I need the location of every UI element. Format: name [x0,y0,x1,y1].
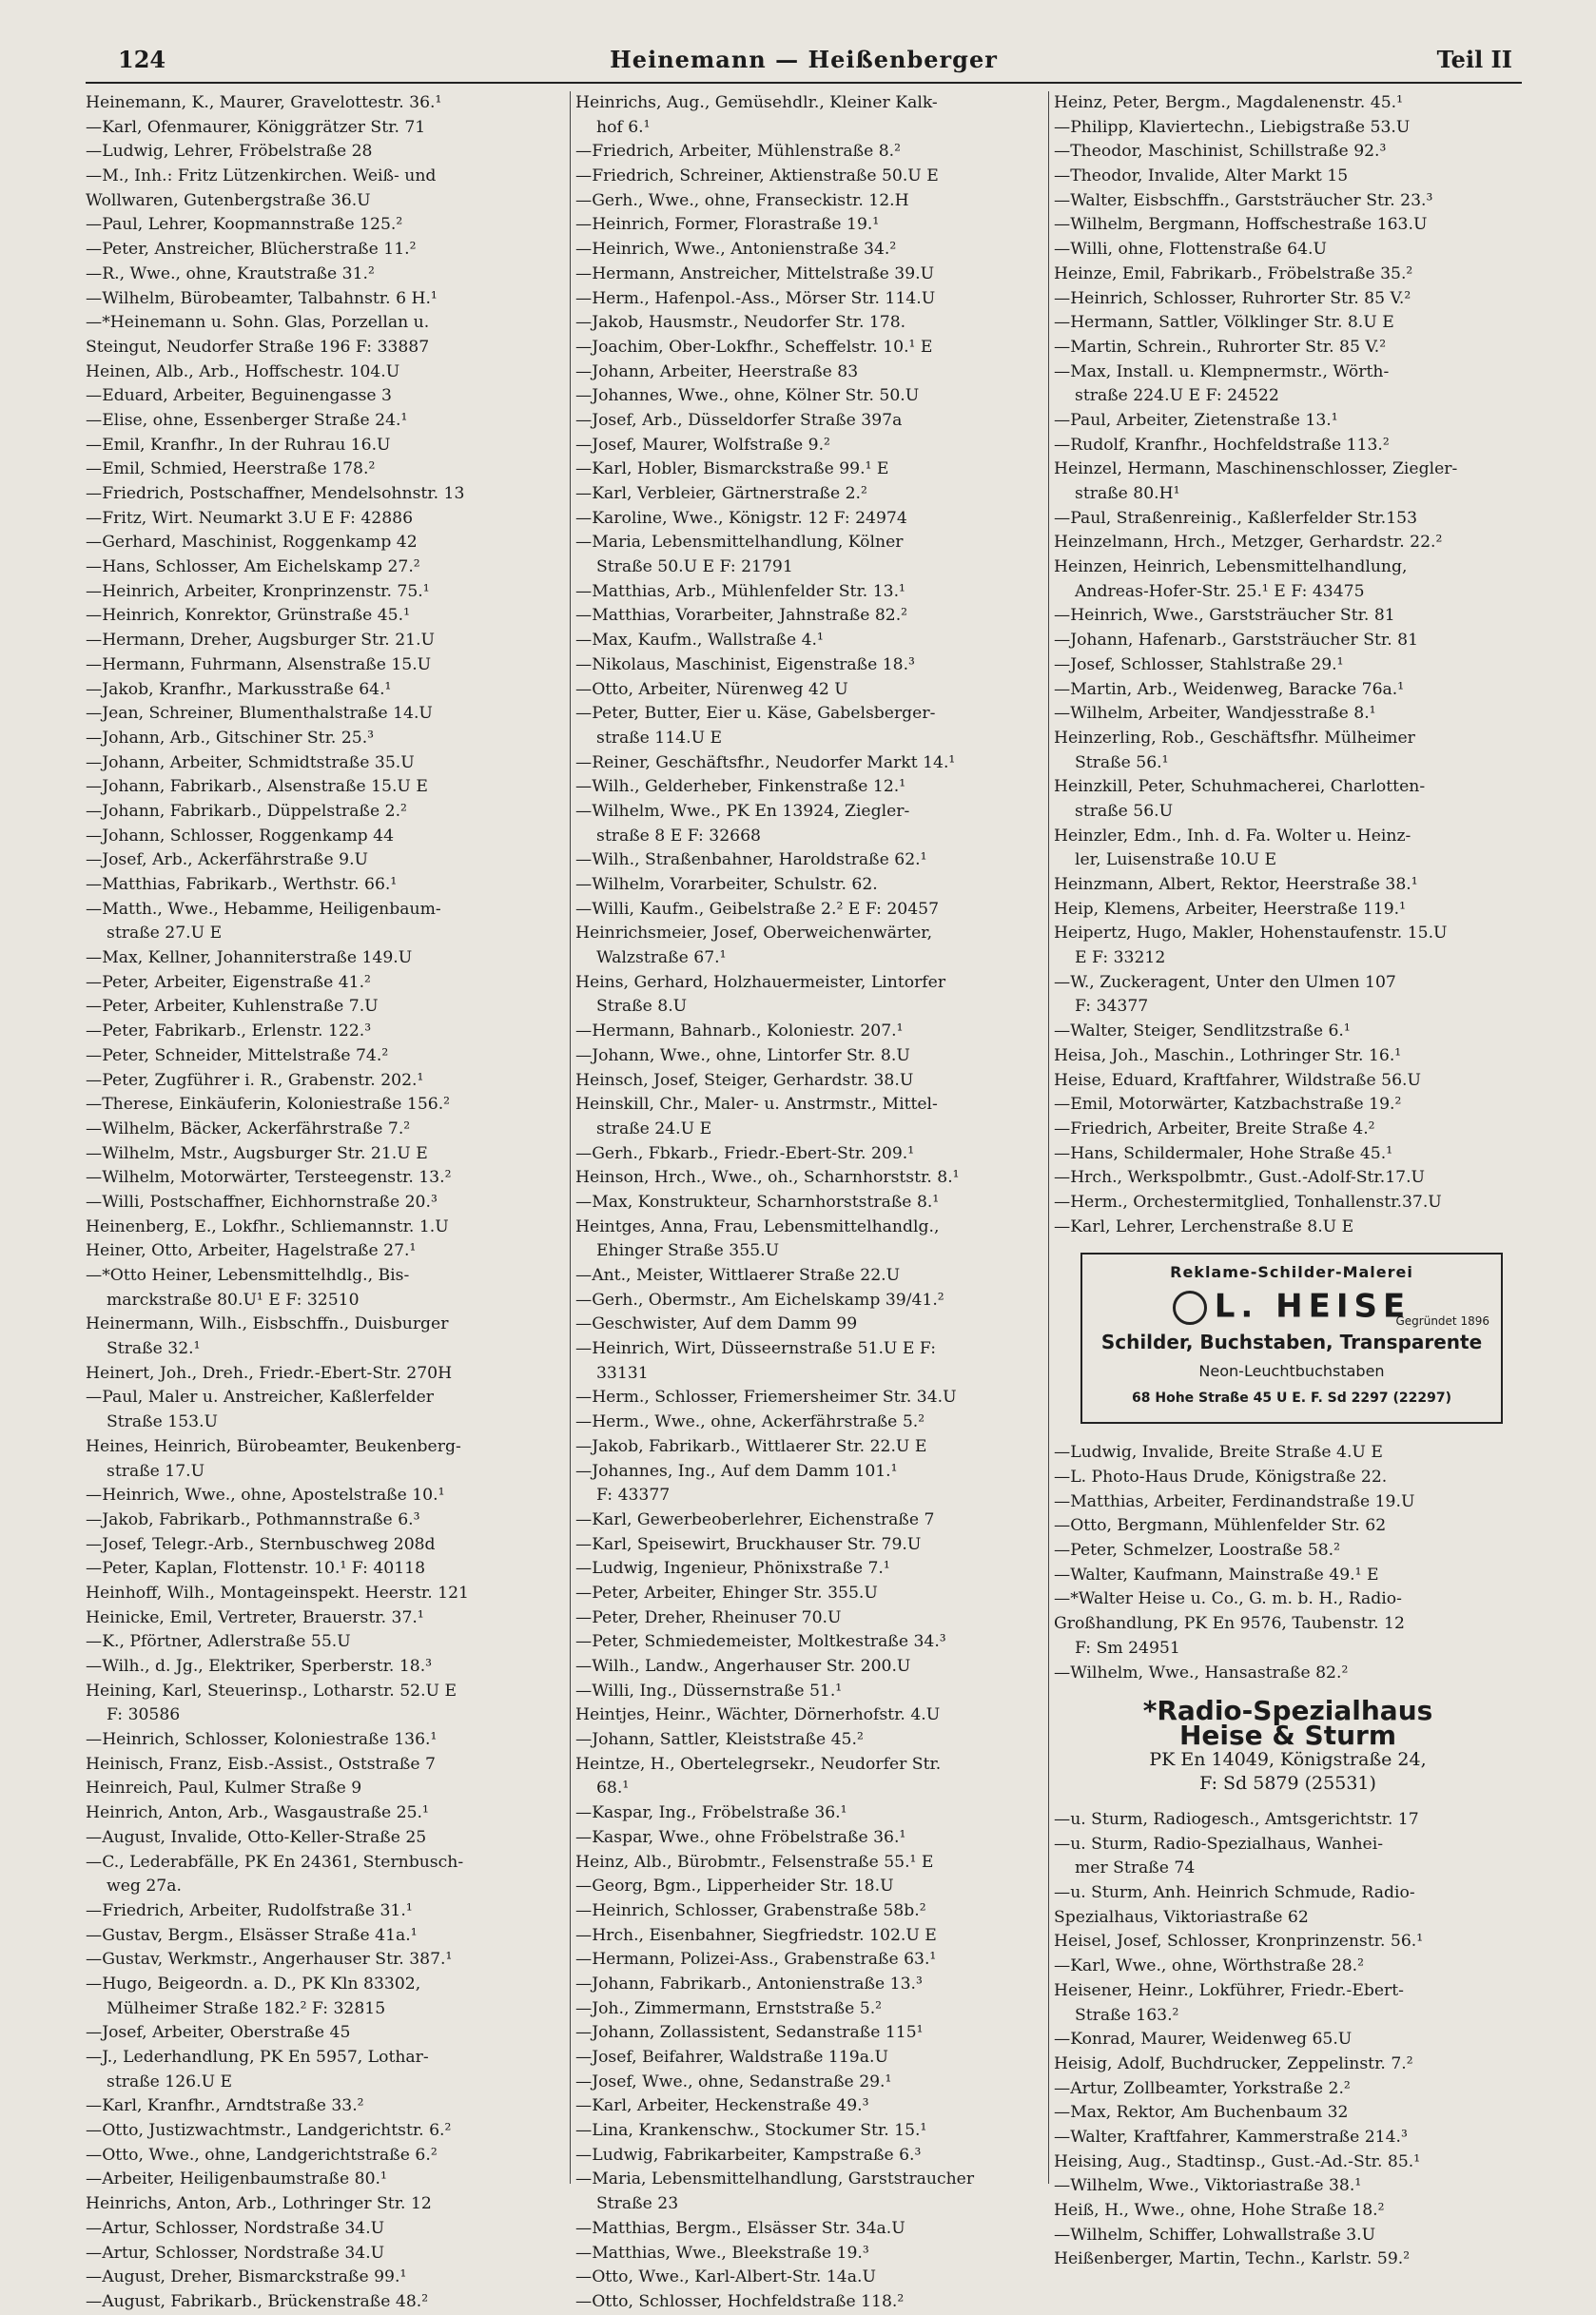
directory-entry-line: Spezialhaus, Viktoriastraße 62 [1054,1907,1309,1927]
directory-entry-line: —Wilh., Gelderheber, Finkenstraße 12.¹ [575,777,906,797]
directory-entry-line: straße 114.U E [596,728,723,748]
directory-entry-line: —Emil, Motorwärter, Katzbachstraße 19.² [1054,1095,1402,1115]
directory-entry-line: —Matthias, Wwe., Bleekstraße 19.³ [575,2243,869,2263]
directory-entry-line: weg 27a. [107,1877,182,1897]
directory-entry-line: —Peter, Anstreicher, Blücherstraße 11.² [86,240,417,260]
directory-entry-line: —Max, Rektor, Am Buchenbaum 32 [1054,2103,1349,2123]
directory-entry-line: Heinzkill, Peter, Schuhmacherei, Charlotten- [1054,777,1426,797]
directory-entry-line: —Willi, Kaufm., Geibelstraße 2.² E F: 20457 [575,899,940,919]
directory-entry-line: —Hermann, Sattler, Völklinger Str. 8.U E [1054,313,1394,333]
directory-entry-line: —Paul, Lehrer, Koopmannstraße 125.² [86,215,403,235]
column-3 [1054,91,1522,2269]
directory-entry-line: F: 43377 [596,1486,671,1506]
directory-entry-line: —u. Sturm, Radio-Spezialhaus, Wanhei- [1054,1834,1384,1854]
directory-entry-line: Straße 163.² [1075,2005,1179,2025]
directory-entry-line: Heip, Klemens, Arbeiter, Heerstraße 119.¹ [1054,899,1407,919]
directory-entry-line: —Kaspar, Wwe., ohne Fröbelstraße 36.¹ [575,1827,906,1847]
directory-entry-line: —Heinrich, Wirt, Düsseernstraße 51.U E F: [575,1339,936,1359]
directory-entry-line: —Heinrich, Wwe., Antonienstraße 34.² [575,240,897,260]
directory-entry-line: E F: 33212 [1075,948,1166,968]
directory-entry-line: —Heinrich, Wwe., Garststräucher Str. 81 [1054,606,1395,626]
directory-entry-line: 68.¹ [596,1779,630,1799]
directory-entry-line: —Friedrich, Arbeiter, Rudolfstraße 31.¹ [86,1900,413,1920]
directory-entry-line: Heinrichsmeier, Josef, Oberweichenwärter, [575,924,933,944]
directory-entry-line: —Herm., Schlosser, Friemersheimer Str. 34.U [575,1388,957,1408]
directory-entry-line: Heinicke, Emil, Vertreter, Brauerstr. 37.¹ [86,1607,424,1627]
directory-entry-line: —Heinrich, Wwe., ohne, Apostelstraße 10.¹ [86,1486,445,1506]
directory-entry-line: Heisener, Heinr., Lokführer, Friedr.-Ebert- [1054,1980,1404,2000]
directory-entry-line: —Friedrich, Arbeiter, Breite Straße 4.² [1054,1119,1375,1138]
directory-entry-line: Heining, Karl, Steuerinsp., Lotharstr. 52.U E [86,1681,457,1701]
directory-entry-line: —Heinrich, Arbeiter, Kronprinzenstr. 75.¹ [86,581,430,601]
directory-entry-line: —Matthias, Arb., Mühlenfelder Str. 13.¹ [575,581,905,601]
directory-entry-line: —Maria, Lebensmittelhandlung, Garststraucher [575,2169,975,2189]
directory-entry-line: —Peter, Arbeiter, Ehinger Str. 355.U [575,1583,878,1603]
directory-entry-line: —Therese, Einkäuferin, Koloniestraße 156.² [86,1095,451,1115]
directory-entry-line: —Kaspar, Ing., Fröbelstraße 36.¹ [575,1803,847,1823]
directory-entry-line: Heinert, Joh., Dreh., Friedr.-Ebert-Str. 270H [86,1363,453,1383]
directory-entry-line: —Walter, Eisbschffn., Garststräucher Str. 23.³ [1054,190,1433,210]
directory-entry-line: Heinzel, Hermann, Maschinenschlosser, Ziegler- [1054,459,1458,479]
directory-entry-line: Straße 50.U E F: 21791 [596,557,793,577]
directory-entry-line: —Joachim, Ober-Lokfhr., Scheffelstr. 10.¹ E [575,337,933,357]
directory-entry-line: —Gustav, Werkmstr., Angerhauser Str. 387.¹ [86,1950,453,1970]
directory-entry-line: —Otto, Wwe., Karl-Albert-Str. 14a.U [575,2267,876,2287]
directory-entry-line: —Friedrich, Arbeiter, Mühlenstraße 8.² [575,142,902,162]
directory-entry-line: straße 56.U [1075,801,1174,821]
directory-entry-line: Großhandlung, PK En 9576, Taubenstr. 12 [1054,1614,1405,1634]
directory-entry-line: —Wilhelm, Bürobeamter, Talbahnstr. 6 H.¹ [86,288,438,308]
directory-entry-line: —Peter, Schmelzer, Loostraße 58.² [1054,1541,1341,1561]
column-1 [86,91,566,2311]
directory-entry-line: —Heinrich, Konrektor, Grünstraße 45.¹ [86,606,410,626]
page-number: 124 [118,46,166,73]
directory-entry-line: —Martin, Arb., Weidenweg, Baracke 76a.¹ [1054,679,1405,699]
directory-entry-line: —Otto, Justizwachtmstr., Landgerichtstr. 6.² [86,2121,452,2141]
directory-entry-line: Steingut, Neudorfer Straße 196 F: 33887 [86,337,430,357]
directory-entry-line: —Fritz, Wirt. Neumarkt 3.U E F: 42886 [86,508,414,528]
directory-entry-line: —u. Sturm, Radiogesch., Amtsgerichtstr. 17 [1054,1810,1419,1829]
directory-entry-line: —Ludwig, Fabrikarbeiter, Kampstraße 6.³ [575,2145,922,2165]
directory-entry-line: —Philipp, Klaviertechn., Liebigstraße 53.U [1054,117,1411,137]
directory-entry-line: straße 224.U E F: 24522 [1075,386,1279,406]
part-label: Teil II [1436,46,1512,73]
directory-entry-line: —Walter, Kaufmann, Mainstraße 49.¹ E [1054,1565,1379,1585]
directory-entry-line: straße 24.U E [596,1119,712,1138]
directory-entry-line: —Johann, Hafenarb., Garststräucher Str. 81 [1054,631,1419,651]
directory-entry-line: Heinze, Emil, Fabrikarb., Fröbelstraße 35.² [1054,263,1413,283]
column-2 [575,91,1044,2311]
directory-entry-line: —Johannes, Wwe., ohne, Kölner Str. 50.U [575,386,920,406]
directory-entry-line: —Arbeiter, Heiligenbaumstraße 80.¹ [86,2169,387,2189]
advert-neon: Neon-Leuchtbuchstaben [1198,1361,1385,1380]
directory-entry-line: —Wilhelm, Arbeiter, Wandjesstraße 8.¹ [1054,704,1376,724]
directory-entry-line: —Gerh., Wwe., ohne, Franseckistr. 12.H [575,190,909,210]
directory-entry-line: —Karoline, Wwe., Königstr. 12 F: 24974 [575,508,907,528]
directory-entry-line: —Herm., Orchestermitglied, Tonhallenstr.37.U [1054,1192,1442,1212]
directory-entry-line: —Johann, Fabrikarb., Antonienstraße 13.³ [575,1974,923,1994]
directory-entry-line: —Karl, Ofenmaurer, Königgrätzer Str. 71 [86,117,426,137]
directory-entry-line: Mülheimer Straße 182.² F: 32815 [107,1998,386,2018]
column-3-entries-bottom [1054,1808,1522,2272]
directory-entry-line: —M., Inh.: Fritz Lützenkirchen. Weiß- und [86,166,437,186]
directory-entry-line: —Hermann, Anstreicher, Mittelstraße 39.U [575,263,935,283]
directory-entry-line: —Karl, Wwe., ohne, Wörthstraße 28.² [1054,1956,1365,1976]
directory-entry-line: —Wilhelm, Wwe., Hansastraße 82.² [1054,1663,1349,1683]
directory-entry-line: —August, Fabrikarb., Brückenstraße 48.² [86,2291,429,2311]
directory-entry-line: —Peter, Arbeiter, Eigenstraße 41.² [86,972,371,992]
directory-entry-line: —Otto, Arbeiter, Nürenweg 42 U [575,679,848,699]
directory-entry-line: —Johann, Arb., Gitschiner Str. 25.³ [86,728,375,748]
directory-entry-line: —Karl, Arbeiter, Heckenstraße 49.³ [575,2096,869,2116]
directory-entry-line: —Ludwig, Lehrer, Fröbelstraße 28 [86,142,373,162]
directory-entry-line: Heiner, Otto, Arbeiter, Hagelstraße 27.¹ [86,1241,417,1261]
advert-radio-name: Heise & Sturm [1178,1719,1397,1751]
directory-entry-line: —Max, Kellner, Johanniterstraße 149.U [86,948,413,968]
directory-entry-line: —Wilhelm, Mstr., Augsburger Str. 21.U E [86,1143,428,1163]
directory-entry-line: —Wilh., Landw., Angerhauser Str. 200.U [575,1657,911,1676]
directory-entry-line: —Hans, Schildermaler, Hohe Straße 45.¹ [1054,1143,1393,1163]
directory-entry-line: —Wilhelm, Wwe., PK En 13924, Ziegler- [575,801,910,821]
directory-entry-line: —Walter, Steiger, Sendlitzstraße 6.¹ [1054,1021,1351,1041]
directory-entry-line: Heines, Heinrich, Bürobeamter, Beukenberg- [86,1436,461,1456]
directory-entry-line: —Peter, Dreher, Rheinuser 70.U [575,1607,842,1627]
directory-entry-line: Heisel, Josef, Schlosser, Kronprinzenstr. 56.¹ [1054,1932,1424,1952]
directory-entry-line: —August, Dreher, Bismarckstraße 99.¹ [86,2267,407,2287]
directory-entry-line: Straße 8.U [596,997,688,1017]
directory-entry-line: Straße 23 [596,2194,679,2214]
directory-entry-line: —Paul, Maler u. Anstreicher, Kaßlerfelder [86,1388,434,1408]
directory-entry-line: —Otto, Bergmann, Mühlenfelder Str. 62 [1054,1516,1387,1536]
directory-entry-line: —Hrch., Eisenbahner, Siegfriedstr. 102.U E [575,1925,937,1945]
directory-entry-line: Heinrich, Anton, Arb., Wasgaustraße 25.¹ [86,1803,429,1823]
directory-entry-line: —Theodor, Maschinist, Schillstraße 92.³ [1054,142,1387,162]
directory-entry-line: —Willi, Postschaffner, Eichhornstraße 20.³ [86,1192,438,1212]
directory-entry-line: Heinson, Hrch., Wwe., oh., Scharnhorststr. 8.¹ [575,1168,960,1188]
directory-entry-line: —Josef, Schlosser, Stahlstraße 29.¹ [1054,654,1344,674]
directory-entry-line: —Josef, Wwe., ohne, Sedanstraße 29.¹ [575,2072,892,2091]
directory-entry-line: Heinenberg, E., Lokfhr., Schliemannstr. 1.U [86,1216,449,1236]
directory-entry-line: Heinzerling, Rob., Geschäftsfhr. Mülheimer [1054,728,1415,748]
directory-entry-line: —Friedrich, Postschaffner, Mendelsohnstr. 13 [86,484,465,503]
directory-entry-line: —C., Lederabfälle, PK En 24361, Sternbusch- [86,1852,464,1872]
directory-entry-line: —Paul, Straßenreinig., Kaßlerfelder Str.153 [1054,508,1418,528]
directory-entry-line: —Josef, Telegr.-Arb., Sternbuschweg 208d [86,1534,436,1554]
directory-entry-line: —Matthias, Arbeiter, Ferdinandstraße 19.U [1054,1491,1415,1511]
directory-entry-line: —Elise, ohne, Essenberger Straße 24.¹ [86,410,408,430]
column-3-entries-middle [1054,1441,1522,1685]
directory-entry-line: mer Straße 74 [1075,1858,1196,1878]
directory-entry-line: —Johann, Schlosser, Roggenkamp 44 [86,826,395,846]
advert-services: Schilder, Buchstaben, Transparente [1100,1331,1483,1354]
directory-entry-line: —Johann, Arbeiter, Schmidtstraße 35.U [86,752,415,772]
directory-entry-line: —Willi, Ing., Düssernstraße 51.¹ [575,1681,843,1701]
directory-entry-line: —Jakob, Hausmstr., Neudorfer Str. 178. [575,313,906,333]
directory-entry-line: —Friedrich, Schreiner, Aktienstraße 50.U E [575,166,939,186]
directory-entry-line: —Jean, Schreiner, Blumenthalstraße 14.U [86,704,433,724]
directory-entry-line: —Peter, Schneider, Mittelstraße 74.² [86,1045,389,1065]
directory-entry-line: —Max, Install. u. Klempnermstr., Wörth- [1054,361,1390,381]
directory-entry-line: —Otto, Schlosser, Hochfeldstraße 118.² [575,2291,905,2311]
directory-entry-line: —Ludwig, Invalide, Breite Straße 4.U E [1054,1443,1383,1463]
directory-entry-line: Heinermann, Wilh., Eisbschffn., Duisburger [86,1314,449,1334]
column-3-entries-top [1054,91,1522,1239]
directory-entry-line: —u. Sturm, Anh. Heinrich Schmude, Radio- [1054,1883,1415,1903]
directory-entry-line: straße 126.U E [107,2072,233,2091]
directory-entry-line: —W., Zuckeragent, Unter den Ulmen 107 [1054,972,1396,992]
directory-entry-line: —Johann, Fabrikarb., Düppelstraße 2.² [86,801,407,821]
directory-entry-line: —Herm., Wwe., ohne, Ackerfährstraße 5.² [575,1412,925,1432]
directory-entry-line: —Josef, Beifahrer, Waldstraße 119a.U [575,2048,888,2067]
advert-radio-phone: F: Sd 5879 (25531) [1199,1773,1376,1795]
advert-founded: Gegründet 1896 [1395,1314,1489,1329]
directory-entry-line: —*Heinemann u. Sohn. Glas, Porzellan u. [86,313,430,333]
directory-entry-line: —Josef, Arbeiter, Oberstraße 45 [86,2023,351,2043]
directory-entry-line: ler, Luisenstraße 10.U E [1075,850,1277,870]
directory-entry-line: —Wilhelm, Vorarbeiter, Schulstr. 62. [575,875,878,894]
directory-entry-line: Heise, Eduard, Kraftfahrer, Wildstraße 56.U [1054,1070,1421,1090]
directory-entry-line: —Wilh., Straßenbahner, Haroldstraße 62.¹ [575,850,927,870]
directory-entry-line: —Josef, Maurer, Wolfstraße 9.² [575,435,830,455]
directory-entry-line: —Karl, Verbleier, Gärtnerstraße 2.² [575,484,867,503]
directory-entry-line: —Peter, Butter, Eier u. Käse, Gabelsberger- [575,704,936,724]
advert-company-name: L. HEISE [1214,1287,1411,1326]
directory-entry-line: —Martin, Schrein., Ruhrorter Str. 85 V.² [1054,337,1387,357]
directory-entry-line: Heinzler, Edm., Inh. d. Fa. Wolter u. Heinz- [1054,826,1411,846]
directory-entry-line: Heintze, H., Obertelegrsekr., Neudorfer Str. [575,1754,942,1774]
directory-entry-line: Heisa, Joh., Maschin., Lothringer Str. 16.¹ [1054,1045,1402,1065]
directory-entry-line: —L. Photo-Haus Drude, Königstraße 22. [1054,1468,1388,1487]
directory-entry-line: —Hermann, Bahnarb., Koloniestr. 207.¹ [575,1021,904,1041]
directory-entry-line: —Karl, Speisewirt, Bruckhauser Str. 79.U [575,1534,922,1554]
directory-entry-line: —Gustav, Bergm., Elsässer Straße 41a.¹ [86,1925,418,1945]
directory-entry-line: —Gerhard, Maschinist, Roggenkamp 42 [86,533,418,553]
directory-entry-line: —Hans, Schlosser, Am Eichelskamp 27.² [86,557,420,577]
directory-entry-line: Ehinger Straße 355.U [596,1241,780,1261]
directory-entry-line: —Hrch., Werkspolbmtr., Gust.-Adolf-Str.17.U [1054,1168,1426,1188]
directory-entry-line: —Reiner, Geschäftsfhr., Neudorfer Markt 14.¹ [575,752,956,772]
directory-entry-line: —Heinrich, Former, Florastraße 19.¹ [575,215,880,235]
directory-entry-line: Heinhoff, Wilh., Montageinspekt. Heerstr. 121 [86,1583,469,1603]
directory-entry-line: —Max, Kaufm., Wallstraße 4.¹ [575,631,824,651]
column-divider [1048,91,1049,2184]
directory-entry-line: —R., Wwe., ohne, Krautstraße 31.² [86,263,375,283]
directory-entry-line: —*Walter Heise u. Co., G. m. b. H., Radio- [1054,1589,1402,1609]
directory-entry-line: Heinzmann, Albert, Rektor, Heerstraße 38.¹ [1054,875,1418,894]
directory-entry-line: —Peter, Schmiedemeister, Moltkestraße 34.³ [575,1632,946,1652]
directory-entry-line: —Hermann, Fuhrmann, Alsenstraße 15.U [86,654,432,674]
directory-entry-line: —Otto, Wwe., ohne, Landgerichtstraße 6.² [86,2145,438,2165]
directory-entry-line: —K., Pförtner, Adlerstraße 55.U [86,1632,351,1652]
directory-entry-line: —Rudolf, Kranfhr., Hochfeldstraße 113.² [1054,435,1390,455]
directory-entry-line: F: 34377 [1075,997,1149,1017]
directory-entry-line: Heintges, Anna, Frau, Lebensmittelhandlg., [575,1216,940,1236]
directory-entry-line: —Lina, Krankenschw., Stockumer Str. 15.¹ [575,2121,927,2141]
directory-entry-line: —Geschwister, Auf dem Damm 99 [575,1314,858,1334]
directory-entry-line: —Peter, Arbeiter, Kuhlenstraße 7.U [86,997,379,1017]
directory-entry-line: —Wilhelm, Bergmann, Hoffschestraße 163.U [1054,215,1428,235]
directory-entry-line: —Artur, Schlosser, Nordstraße 34.U [86,2218,385,2238]
directory-entry-line: Heinisch, Franz, Eisb.-Assist., Oststraße 7 [86,1754,436,1774]
directory-entry-line: —Peter, Kaplan, Flottenstr. 10.¹ F: 40118 [86,1559,426,1579]
directory-entry-line: —Karl, Kranfhr., Arndtstraße 33.² [86,2096,364,2116]
directory-entry-line: marckstraße 80.U¹ E F: 32510 [107,1290,360,1310]
directory-entry-line: —Willi, ohne, Flottenstraße 64.U [1054,240,1328,260]
directory-entry-line: Heisig, Adolf, Buchdrucker, Zeppelinstr. 7.² [1054,2053,1413,2073]
advert-address: 68 Hohe Straße 45 U E. F. Sd 2297 (22297) [1132,1391,1451,1407]
directory-entry-line: —Jakob, Fabrikarb., Wittlaerer Str. 22.U E [575,1436,927,1456]
directory-entry-line: Heinemann, K., Maurer, Gravelottestr. 36.¹ [86,93,442,112]
directory-entry-line: —Artur, Zollbeamter, Yorkstraße 2.² [1054,2078,1351,2098]
directory-entry-line: straße 8 E F: 32668 [596,826,761,846]
directory-entry-line: hof 6.¹ [596,117,651,137]
directory-entry-line: —Gerh., Fbkarb., Friedr.-Ebert-Str. 209.¹ [575,1143,915,1163]
directory-entry-line: —Wilhelm, Wwe., Viktoriastraße 38.¹ [1054,2176,1362,2196]
directory-entry-line: Heinsch, Josef, Steiger, Gerhardstr. 38.U [575,1070,914,1090]
directory-entry-line: —Josef, Arb., Ackerfährstraße 9.U [86,850,369,870]
directory-entry-line: —Heinrich, Schlosser, Grabenstraße 58b.² [575,1900,926,1920]
directory-entry-line: —Matth., Wwe., Hebamme, Heiligenbaum- [86,899,441,919]
directory-entry-line: Straße 153.U [107,1412,219,1432]
directory-entry-line: Heinrichs, Anton, Arb., Lothringer Str. 12 [86,2194,432,2214]
directory-entry-line: —Artur, Schlosser, Nordstraße 34.U [86,2243,385,2263]
directory-entry-line: F: Sm 24951 [1075,1638,1180,1658]
directory-entry-line: —Emil, Schmied, Heerstraße 178.² [86,459,376,479]
directory-entry-line: —Joh., Zimmermann, Ernststraße 5.² [575,1998,883,2018]
directory-entry-line: —*Otto Heiner, Lebensmittelhdlg., Bis- [86,1266,410,1285]
directory-entry-line: Heipertz, Hugo, Makler, Hohenstaufenstr. 15.U [1054,924,1448,944]
directory-entry-line: —Johann, Arbeiter, Heerstraße 83 [575,361,859,381]
directory-entry-line: —Emil, Kranfhr., In der Ruhrau 16.U [86,435,391,455]
directory-entry-line: —Matthias, Fabrikarb., Werthstr. 66.¹ [86,875,398,894]
directory-entry-line: —Herm., Hafenpol.-Ass., Mörser Str. 114.U [575,288,936,308]
directory-entry-line: —Johannes, Ing., Auf dem Damm 101.¹ [575,1461,898,1481]
directory-entry-line: —Heinrich, Schlosser, Ruhrorter Str. 85 V.² [1054,288,1411,308]
directory-entry-line: Straße 56.¹ [1075,752,1169,772]
directory-entry-line: Heinzen, Heinrich, Lebensmittelhandlung, [1054,557,1408,577]
directory-entry-line: Heintjes, Heinr., Wächter, Dörnerhofstr. 4.U [575,1705,941,1725]
directory-entry-line: —Paul, Arbeiter, Zietenstraße 13.¹ [1054,410,1338,430]
directory-entry-line: Heinrichs, Aug., Gemüsehdlr., Kleiner Kalk- [575,93,938,112]
directory-entry-line: —Matthias, Vorarbeiter, Jahnstraße 82.² [575,606,908,626]
directory-entry-line: —Jakob, Kranfhr., Markusstraße 64.¹ [86,679,392,699]
directory-entry-line: —Karl, Gewerbeoberlehrer, Eichenstraße 7 [575,1509,935,1529]
directory-entry-line: —Wilhelm, Motorwärter, Tersteegenstr. 13.² [86,1168,452,1188]
directory-entry-line: —Ant., Meister, Wittlaerer Straße 22.U [575,1266,901,1285]
directory-entry-line: —Hermann, Dreher, Augsburger Str. 21.U [86,631,436,651]
advert-heise-schildermalerei [1080,1253,1503,1424]
directory-entry-line: —Theodor, Invalide, Alter Markt 15 [1054,166,1349,186]
directory-entry-line: Heinzelmann, Hrch., Metzger, Gerhardstr. 22.² [1054,533,1443,553]
directory-entry-line: Heinreich, Paul, Kulmer Straße 9 [86,1779,362,1799]
directory-entry-line: —Johann, Sattler, Kleiststraße 45.² [575,1730,864,1750]
column-divider [570,91,571,2184]
page-title: Heinemann — Heißenberger [610,46,998,73]
circle-logo-icon [1173,1291,1207,1325]
directory-entry-line: Heinz, Peter, Bergm., Magdalenenstr. 45.¹ [1054,93,1403,112]
directory-entry-line: Walzstraße 67.¹ [596,948,727,968]
directory-entry-line: —Matthias, Bergm., Elsässer Str. 34a.U [575,2218,905,2238]
advert-headline: Reklame-Schilder-Malerei [1170,1263,1413,1282]
directory-entry-line: —Peter, Zugführer i. R., Grabenstr. 202.¹ [86,1070,424,1090]
directory-entry-line: straße 17.U [107,1461,205,1481]
directory-entry-line: —Peter, Fabrikarb., Erlenstr. 122.³ [86,1021,372,1041]
directory-entry-line: Heißenberger, Martin, Techn., Karlstr. 59.² [1054,2249,1411,2269]
directory-entry-line: —Wilh., d. Jg., Elektriker, Sperberstr. 18.³ [86,1657,433,1676]
directory-entry-line: Heiß, H., Wwe., ohne, Hohe Straße 18.² [1054,2201,1385,2220]
directory-entry-line: —Ludwig, Ingenieur, Phönixstraße 7.¹ [575,1559,890,1579]
directory-entry-line: F: 30586 [107,1705,181,1725]
directory-entry-line: —Wilhelm, Schiffer, Lohwallstraße 3.U [1054,2225,1376,2245]
directory-entry-line: Heins, Gerhard, Holzhauermeister, Lintorfer [575,972,946,992]
page-header [86,38,1522,84]
directory-entry-line: —Hermann, Polizei-Ass., Grabenstraße 63.¹ [575,1950,937,1970]
directory-entry-line: —Wilhelm, Bäcker, Ackerfährstraße 7.² [86,1119,411,1138]
directory-entry-line: straße 27.U E [107,924,223,944]
directory-entry-line: —Nikolaus, Maschinist, Eigenstraße 18.³ [575,654,915,674]
directory-entry-line: —Maria, Lebensmittelhandlung, Kölner [575,533,904,553]
directory-page [86,38,1522,2311]
directory-entry-line: —Karl, Lehrer, Lerchenstraße 8.U E [1054,1216,1354,1236]
advert-radio-address: PK En 14049, Königstraße 24, [1149,1748,1427,1770]
directory-entry-line: —Josef, Arb., Düsseldorfer Straße 397a [575,410,903,430]
advert-radio-title: *Radio-Spezialhaus [1142,1695,1433,1727]
directory-entry-line: —Hugo, Beigeordn. a. D., PK Kln 83302, [86,1974,421,1994]
directory-entry-line: —Georg, Bgm., Lipperheider Str. 18.U [575,1877,894,1897]
directory-entry-line: —Johann, Zollassistent, Sedanstraße 115¹ [575,2023,924,2043]
directory-entry-line: —Max, Konstrukteur, Scharnhorststraße 8.¹ [575,1192,940,1212]
directory-entry-line: —Konrad, Maurer, Weidenweg 65.U [1054,2030,1353,2050]
directory-entry-line: Heising, Aug., Stadtinsp., Gust.-Ad.-Str. 85.¹ [1054,2151,1421,2171]
directory-entry-line: 33131 [596,1363,649,1383]
directory-entry-line: —Karl, Hobler, Bismarckstraße 99.¹ E [575,459,889,479]
directory-entry-line: —Jakob, Fabrikarb., Pothmannstraße 6.³ [86,1509,420,1529]
directory-entry-line: —Eduard, Arbeiter, Beguinengasse 3 [86,386,392,406]
directory-entry-line: Wollwaren, Gutenbergstraße 36.U [86,190,371,210]
directory-entry-line: —Johann, Wwe., ohne, Lintorfer Str. 8.U [575,1045,910,1065]
directory-entry-line: Heinz, Alb., Bürobmtr., Felsenstraße 55.¹ E [575,1852,934,1872]
directory-entry-line: Straße 32.¹ [107,1339,201,1359]
directory-entry-line: —Gerh., Obermstr., Am Eichelskamp 39/41.² [575,1290,944,1310]
directory-entry-line: Heinen, Alb., Arb., Hoffschestr. 104.U [86,361,400,381]
directory-entry-line: —Heinrich, Schlosser, Koloniestraße 136.¹ [86,1730,438,1750]
directory-entry-line: Heinskill, Chr., Maler- u. Anstrmstr., Mittel- [575,1095,938,1115]
directory-entry-line: —August, Invalide, Otto-Keller-Straße 25 [86,1827,427,1847]
directory-entry-line: —J., Lederhandlung, PK En 5957, Lothar- [86,2048,429,2067]
directory-entry-line: —Johann, Fabrikarb., Alsenstraße 15.U E [86,777,428,797]
advert-radio-spezialhaus [1054,1695,1522,1797]
directory-entry-line: straße 80.H¹ [1075,484,1180,503]
directory-entry-line: Andreas-Hofer-Str. 25.¹ E F: 43475 [1075,581,1365,601]
directory-entry-line: —Walter, Kraftfahrer, Kammerstraße 214.³ [1054,2127,1408,2147]
